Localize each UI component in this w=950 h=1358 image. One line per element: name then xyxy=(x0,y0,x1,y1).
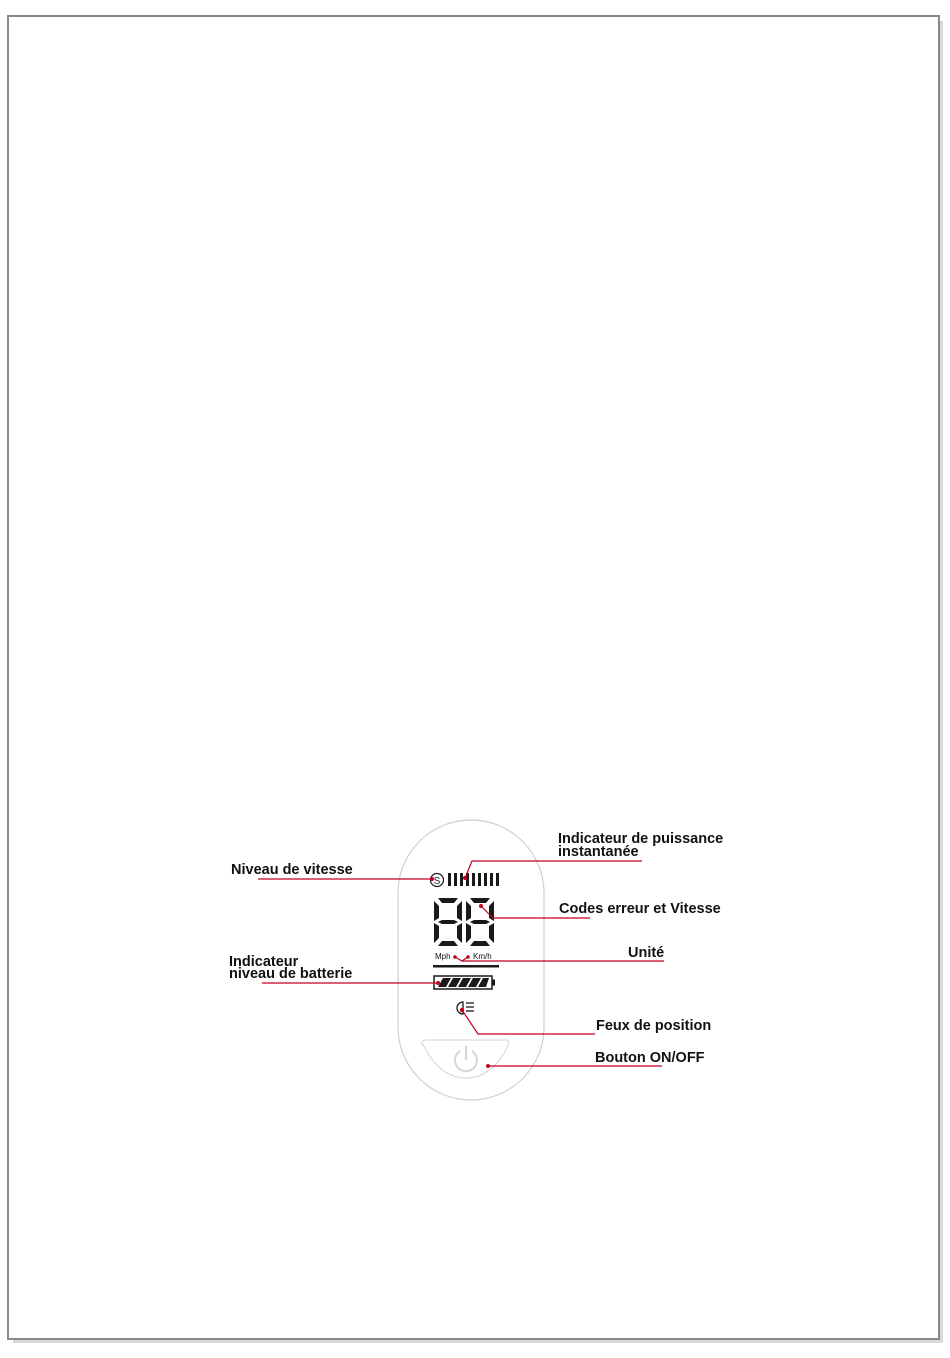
power-bar xyxy=(448,873,451,886)
power-bar xyxy=(460,873,463,886)
power-bars xyxy=(448,873,499,886)
unit-divider xyxy=(433,965,499,968)
power-bar xyxy=(472,873,475,886)
label-speed-level: Niveau de vitesse xyxy=(231,862,353,878)
speed-mode-letter: S xyxy=(433,876,441,887)
power-bar xyxy=(484,873,487,886)
label-unit: Unité xyxy=(628,945,665,961)
label-power-button: Bouton ON/OFF xyxy=(595,1050,705,1066)
unit-mph: Mph xyxy=(435,952,451,961)
label-battery-line1: Indicateur xyxy=(229,954,299,970)
power-bar xyxy=(496,873,499,886)
power-bar xyxy=(478,873,481,886)
label-battery-line2: niveau de batterie xyxy=(229,966,353,982)
label-error-speed: Codes erreur et Vitesse xyxy=(559,901,721,917)
power-bar xyxy=(454,873,457,886)
unit-kmh: Km/h xyxy=(473,952,492,961)
power-bar xyxy=(490,873,493,886)
label-power-line1: Indicateur de puissance xyxy=(558,831,724,847)
label-power-line2: instantanée xyxy=(558,844,639,860)
label-position-lights: Feux de position xyxy=(596,1018,712,1034)
